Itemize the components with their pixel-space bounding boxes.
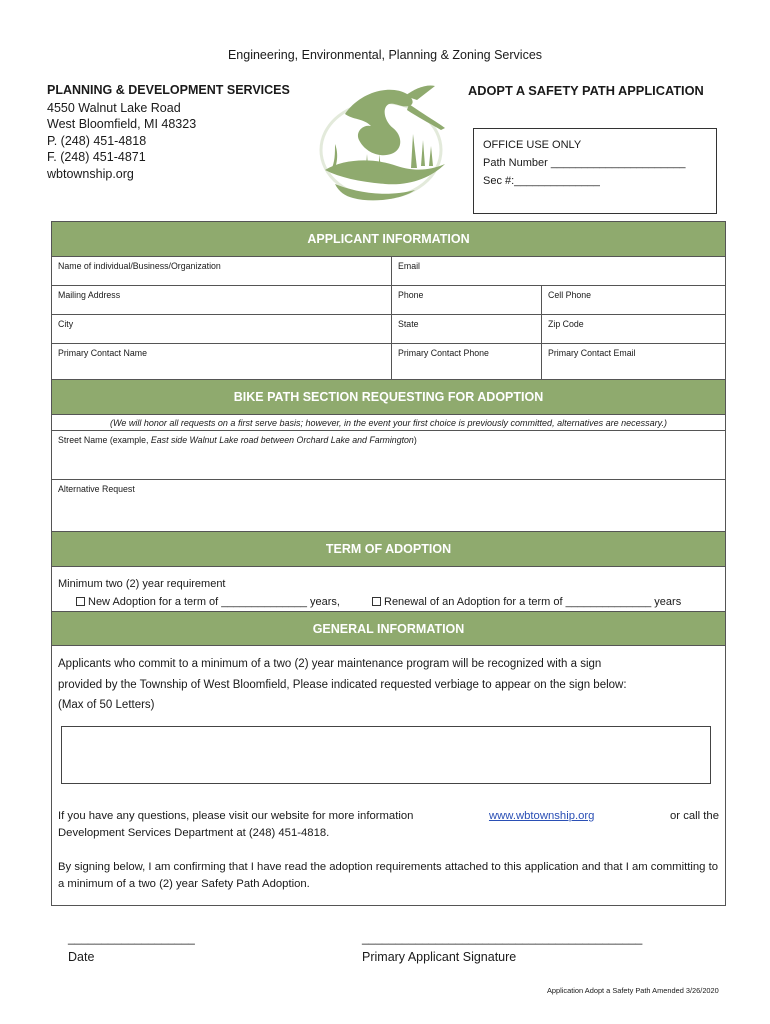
amended-note: Application Adopt a Safety Path Amended 3/26/2020 [547,986,719,995]
street-name-example: East side Walnut Lake road between Orchard Lake and Farmington [150,435,414,445]
general-para3: By signing below, I am confirming that I have read the adoption requirements attached to this application and that I am committing to a minimum of a two (2) year Safety Path Adoption. [58,860,718,890]
state-field[interactable] [392,315,542,343]
zip-code-field[interactable] [542,315,725,343]
mailing-address-label: Mailing Address [58,290,121,300]
primary-contact-name-field[interactable] [52,344,392,379]
primary-contact-name-label: Primary Contact Name [58,348,147,358]
new-adoption-checkbox[interactable] [76,597,85,606]
primary-contact-email-label: Primary Contact Email [548,348,636,358]
general-para1-line1: Applicants who commit to a minimum of a two (2) year maintenance program will be recognized with a sign [58,658,602,670]
general-para2 [58,808,719,842]
renewal-checkbox[interactable] [372,597,381,606]
term-requirement: Minimum two (2) year requirement [58,578,226,590]
heron-icon [305,74,455,204]
zip-code-label: Zip Code [548,319,584,329]
general-para1-line3: (Max of 50 Letters) [58,699,155,711]
new-adoption-label: New Adoption for a term of ______________ years, [88,596,340,608]
application-title: ADOPT A SAFETY PATH APPLICATION [468,83,704,98]
application-form [51,221,726,906]
bike-path-header: BIKE PATH SECTION REQUESTING FOR ADOPTION [52,380,725,415]
cell-phone-field[interactable] [542,286,725,314]
phone-label: Phone [398,290,424,300]
phone-field[interactable] [392,286,542,314]
renewal-option[interactable] [372,593,681,611]
org-name: PLANNING & DEVELOPMENT SERVICES [47,83,290,97]
bike-path-note: (We will honor all requests on a first serve basis; however, in the event your first choice is previously committed, alternatives are necessary.) [52,415,725,431]
general-para2-mid: or call the [670,809,719,822]
street-name-field[interactable] [52,431,725,480]
general-para2-end: Development Services Department at (248) 451-4818. [58,826,330,839]
cell-phone-label: Cell Phone [548,290,592,300]
name-label: Name of individual/Business/Organization [58,261,221,271]
path-number-field: Path Number ______________________ [483,157,686,169]
city-label: City [58,319,74,329]
term-of-adoption-header: TERM OF ADOPTION [52,532,725,567]
name-email-row [52,257,725,286]
general-para2-start: If you have any questions, please visit our website for more information [58,809,414,822]
phone-number: P. (248) 451-4818 [47,133,147,148]
office-use-box [473,128,717,214]
org-address-block [47,82,290,183]
name-field[interactable] [52,257,392,285]
primary-contact-row [52,344,725,380]
department-line: Engineering, Environmental, Planning & Zoning Services [227,48,543,62]
signature-label: Primary Applicant Signature [362,950,517,964]
primary-contact-phone-field[interactable] [392,344,542,379]
alternative-request-field[interactable] [52,480,725,532]
renewal-label: Renewal of an Adoption for a term of ______________ years [384,596,682,608]
date-label: Date [68,950,95,964]
street-name-label: Street Name (example, [58,435,151,445]
address-line-1: 4550 Walnut Lake Road [47,100,181,115]
sec-field: Sec #:______________ [483,175,600,187]
general-info-header: GENERAL INFORMATION [52,612,725,646]
general-info-block [52,646,725,905]
term-options [58,593,719,611]
office-use-title: OFFICE USE ONLY [483,139,582,151]
mailing-address-field[interactable] [52,286,392,314]
city-field[interactable] [52,315,392,343]
state-label: State [398,319,419,329]
website-link[interactable]: www.wbtownship.org [488,809,595,822]
street-name-label-end: ) [413,435,417,445]
signature-line[interactable]: __________________________________________ [362,931,643,945]
address-line-2: West Bloomfield, MI 48323 [47,117,197,132]
fax-number: F. (248) 451-4871 [47,150,146,165]
general-para2-line1 [58,808,719,825]
email-field[interactable] [392,257,725,285]
sign-verbiage-input[interactable] [61,726,711,784]
alternative-request-label: Alternative Request [58,484,135,494]
mailing-phone-row [52,286,725,315]
city-state-zip-row [52,315,725,344]
primary-contact-phone-label: Primary Contact Phone [398,348,489,358]
website: wbtownship.org [47,166,134,181]
date-line[interactable]: ___________________ [68,931,195,945]
general-para1-line2: provided by the Township of West Bloomfield, Please indicated requested verbiage to appear on the sign below: [58,678,627,691]
primary-contact-email-field[interactable] [542,344,725,379]
term-block [52,567,725,612]
email-label: Email [398,261,420,271]
applicant-info-header: APPLICANT INFORMATION [52,222,725,257]
new-adoption-option[interactable] [76,593,372,611]
